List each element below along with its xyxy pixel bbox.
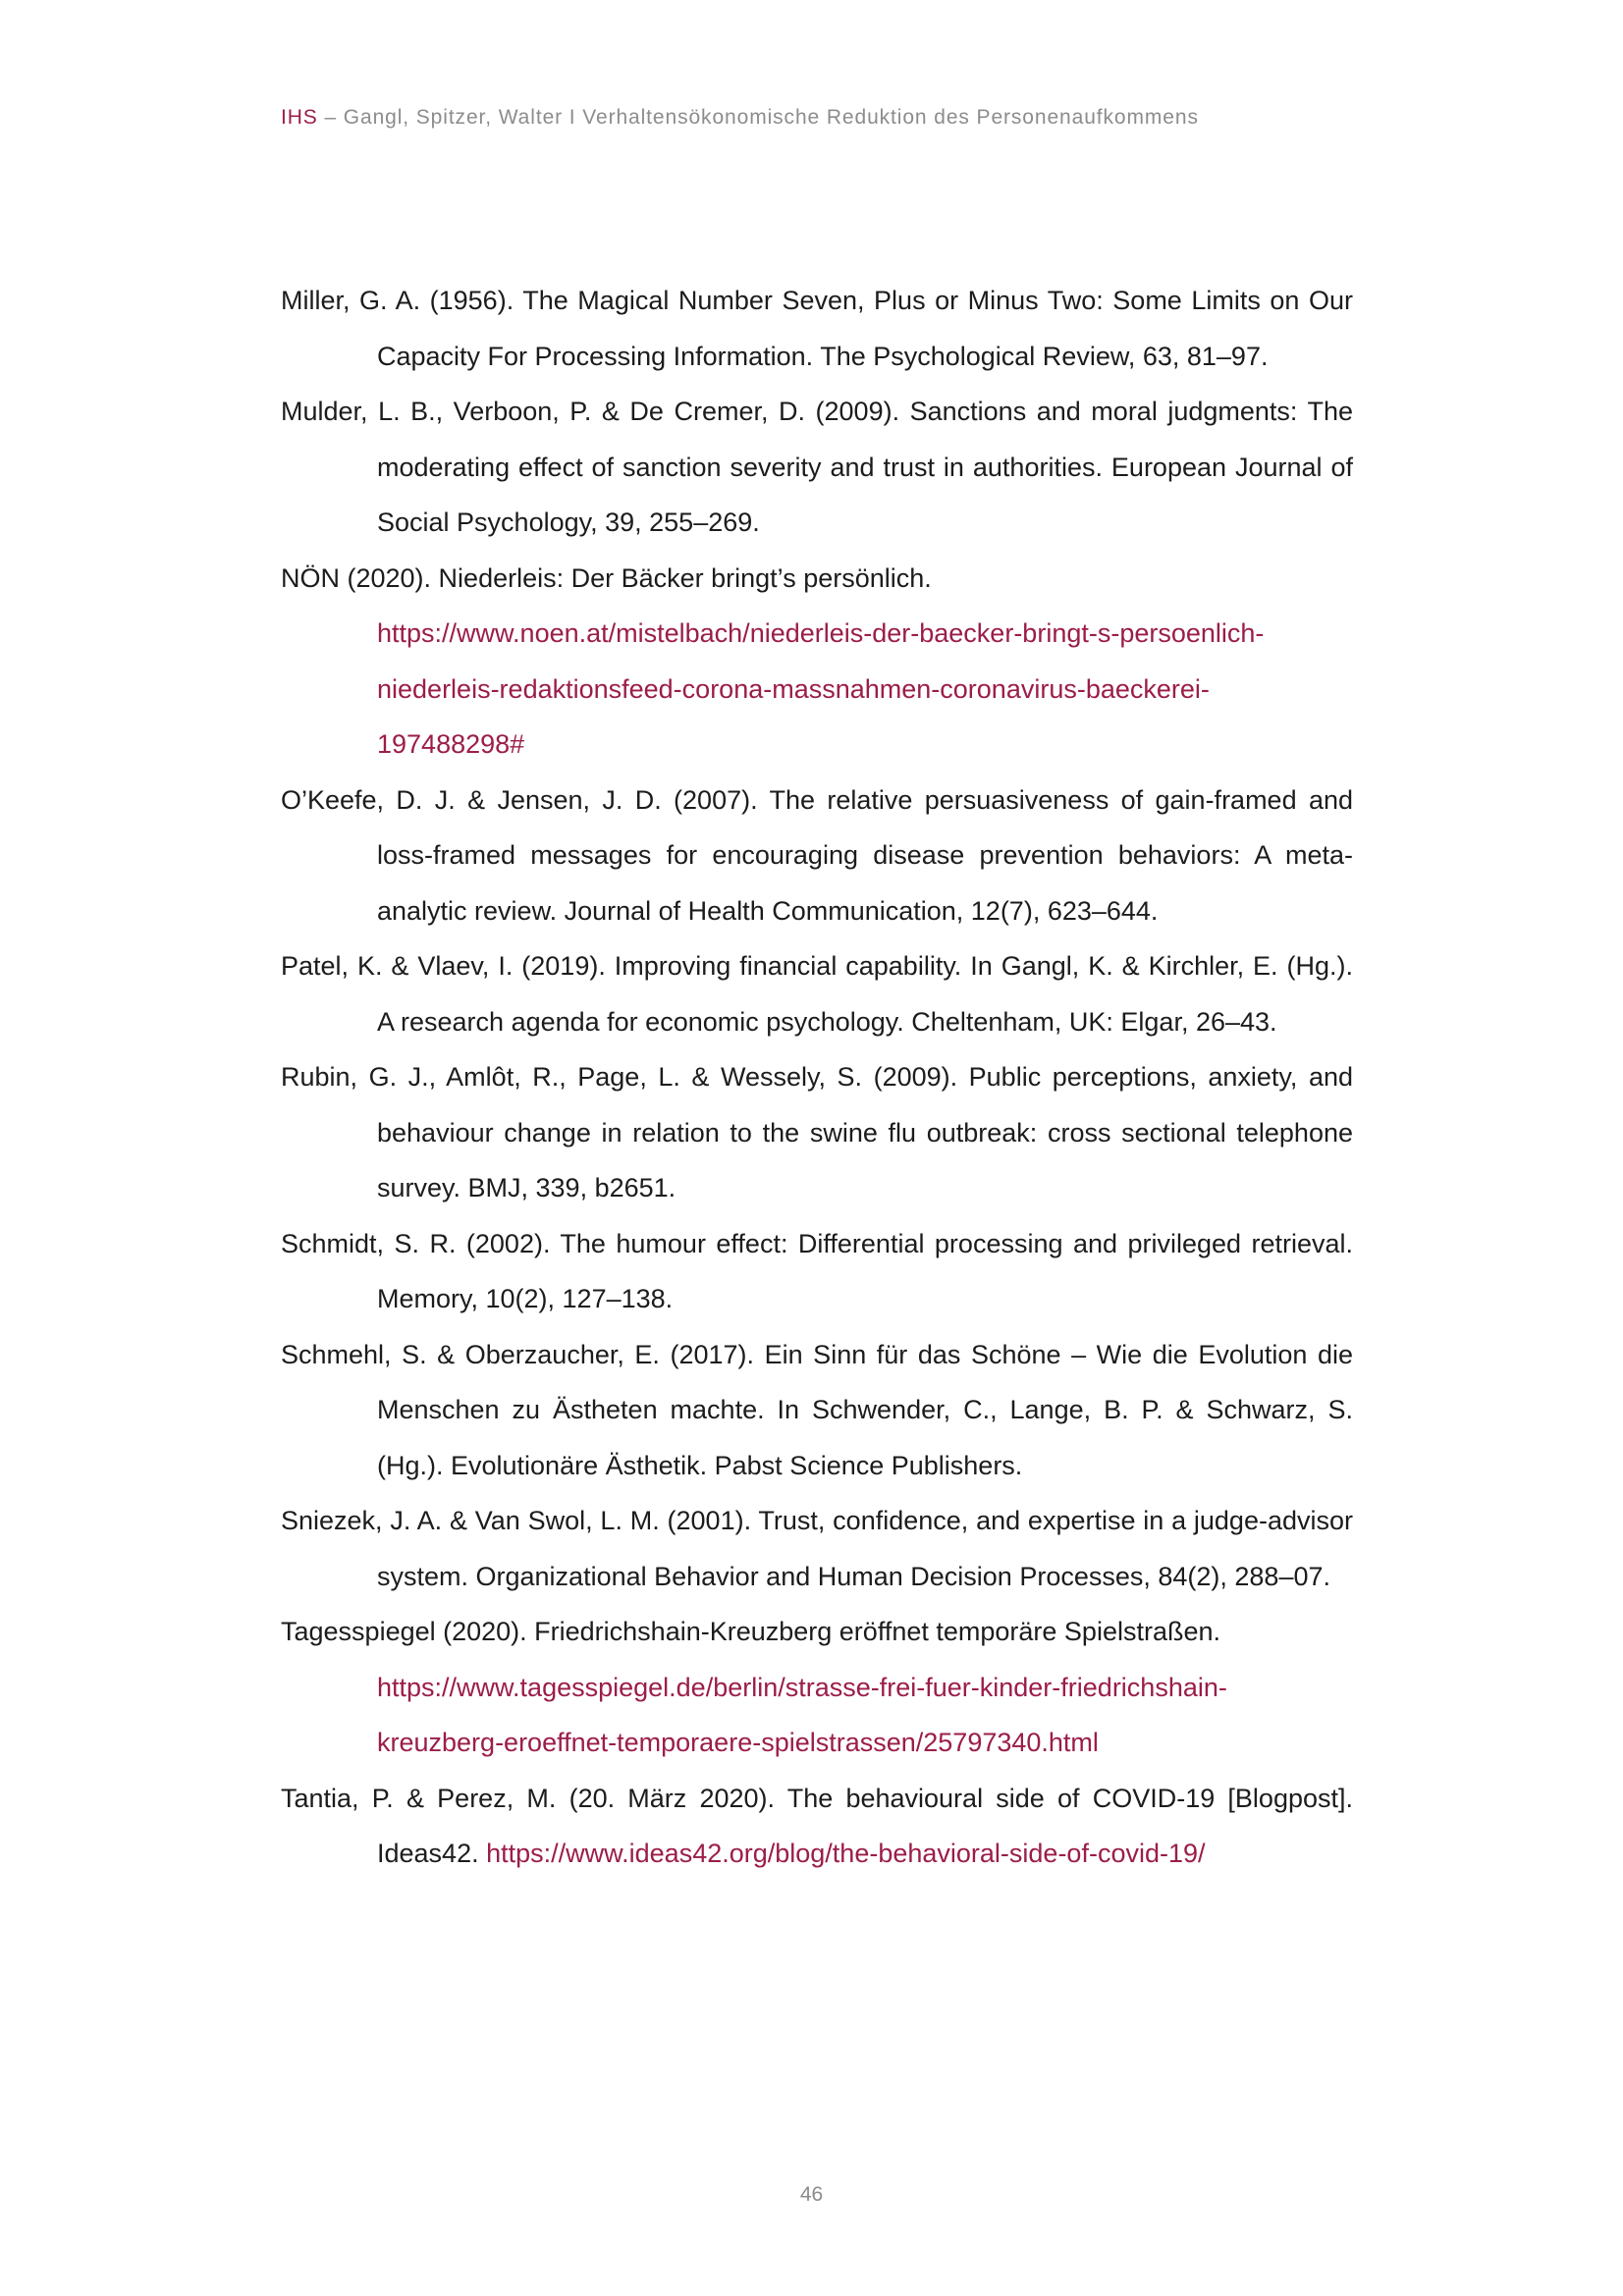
reference-text: NÖN (2020). Niederleis: Der Bäcker bringt’s persönlich.	[281, 562, 932, 593]
reference-text: Tagesspiegel (2020). Friedrichshain-Kreuzberg eröffnet temporäre Spielstraßen.	[281, 1617, 1220, 1646]
reference-entry	[281, 1327, 1353, 1494]
reference-entry	[281, 551, 1353, 773]
reference-link[interactable]: kreuzberg-eroeffnet-temporaere-spielstrassen/25797340.html	[377, 1728, 1099, 1757]
reference-text: Tantia, P. & Perez, M. (20. März 2020). The behavioural side of COVID-19 [Blogpost]. Ideas42.	[281, 1783, 1353, 1868]
reference-text: Sniezek, J. A. & Van Swol, L. M. (2001). Trust, confidence, and expertise in a judge-advisor system. Organizational Behavior and Human Decision Processes, 84(2), 288–07.	[281, 1506, 1353, 1591]
reference-text: Schmidt, S. R. (2002). The humour effect: Differential processing and privileged retrieval. Memory, 10(2), 127–138.	[281, 1228, 1353, 1313]
reference-link[interactable]: https://www.tagesspiegel.de/berlin/strasse-frei-fuer-kinder-friedrichshain-	[377, 1672, 1227, 1702]
reference-text: Schmehl, S. & Oberzaucher, E. (2017). Ein Sinn für das Schöne – Wie die Evolution die Menschen zu Ästheten machte. In Schwender, C., Lange, B. P. & Schwarz, S. (Hg.). Evolutionäre Ästhetik. Pabst Science Publishers.	[281, 1339, 1353, 1480]
header-brand: IHS	[281, 106, 318, 129]
header-title: – Gangl, Spitzer, Walter I Verhaltensökonomische Reduktion des Personenaufkommens	[317, 106, 1199, 129]
reference-entry	[281, 1216, 1353, 1327]
reference-entry	[281, 1771, 1353, 1882]
reference-entry	[281, 273, 1353, 384]
reference-text: O’Keefe, D. J. & Jensen, J. D. (2007). The relative persuasiveness of gain-framed and loss-framed messages for encouraging disease prevention behaviors: A meta-analytic review. Journal of Health Communication, 12(7), 623–644.	[281, 784, 1353, 926]
running-header	[281, 106, 1199, 130]
reference-entry	[281, 384, 1353, 551]
reference-entry	[281, 938, 1353, 1049]
page-number: 46	[799, 2183, 824, 2206]
reference-link[interactable]: niederleis-redaktionsfeed-corona-massnahmen-coronavirus-baeckerei-	[377, 673, 1210, 704]
reference-entry	[281, 1049, 1353, 1216]
reference-text: Mulder, L. B., Verboon, P. & De Cremer, D. (2009). Sanctions and moral judgments: The moderating effect of sanction severity and trust in authorities. European Journal of Social Psychology, 39, 255–269.	[281, 397, 1353, 537]
reference-entry	[281, 773, 1353, 939]
reference-text: Patel, K. & Vlaev, I. (2019). Improving financial capability. In Gangl, K. & Kirchler, E. (Hg.). A research agenda for economic psychology. Cheltenham, UK: Elgar, 26–43.	[281, 951, 1353, 1037]
reference-entry	[281, 1493, 1353, 1604]
reference-link[interactable]: https://www.noen.at/mistelbach/niederleis-der-baecker-bringt-s-persoenlich-	[377, 618, 1265, 648]
reference-list	[281, 273, 1353, 1882]
reference-text: Rubin, G. J., Amlôt, R., Page, L. & Wessely, S. (2009). Public perceptions, anxiety, and behaviour change in relation to the swine flu outbreak: cross sectional telephone survey. BMJ, 339, b2651.	[281, 1062, 1353, 1202]
reference-link[interactable]: https://www.ideas42.org/blog/the-behavioral-side-of-covid-19/	[486, 1839, 1206, 1868]
reference-link[interactable]: 197488298#	[377, 729, 525, 759]
reference-entry	[281, 1604, 1353, 1771]
reference-text: Miller, G. A. (1956). The Magical Number Seven, Plus or Minus Two: Some Limits on Our Capacity For Processing Information. The Psychological Review, 63, 81–97.	[281, 286, 1353, 371]
